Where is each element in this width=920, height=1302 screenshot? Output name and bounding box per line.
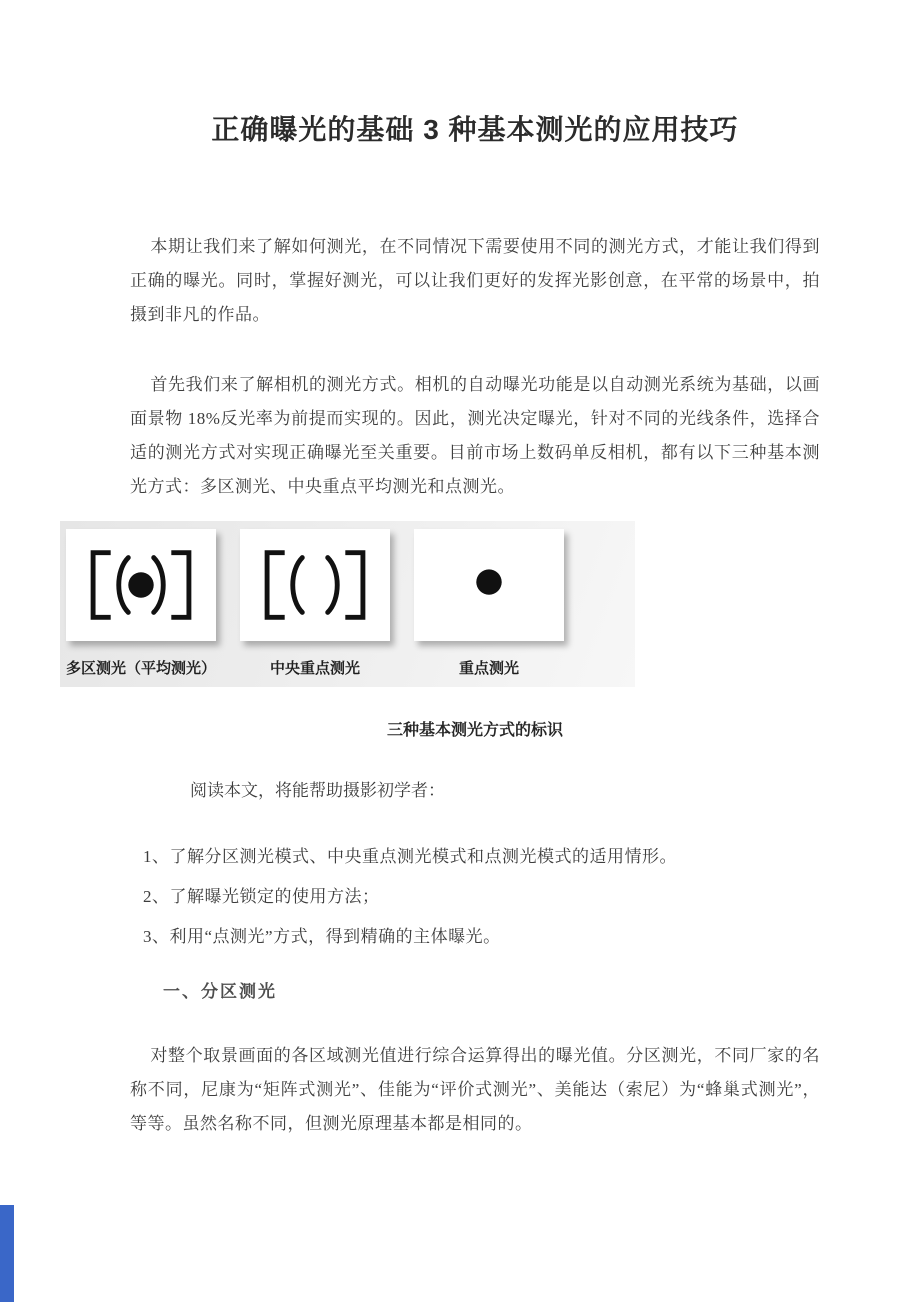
document-content xyxy=(0,0,920,504)
benefit-list xyxy=(130,837,820,957)
benefit-item-1: 1、了解分区测光模式、中央重点测光模式和点测光模式的适用情形。 xyxy=(143,847,677,866)
figure-item-center-weighted xyxy=(240,529,390,687)
spot-metering-icon xyxy=(425,541,553,629)
metering-modes-figure xyxy=(60,521,635,687)
multi-zone-metering-card xyxy=(66,529,216,641)
figure-label-center-weighted: 中央重点测光 xyxy=(269,660,360,677)
document-content-lower xyxy=(0,719,920,1141)
figure-caption: 三种基本测光方式的标识 xyxy=(386,722,563,739)
page-title: 正确曝光的基础 3 种基本测光的应用技巧 xyxy=(211,114,739,145)
benefit-item-3: 3、利用“点测光”方式，得到精确的主体曝光。 xyxy=(143,927,501,946)
reader-intro-line: 阅读本文，将能帮助摄影初学者： xyxy=(190,781,445,800)
page-edge-accent-bar xyxy=(0,1205,14,1302)
center-weighted-metering-icon xyxy=(251,541,379,629)
metering-overview-paragraph: 首先我们来了解相机的测光方式。相机的自动曝光功能是以自动测光系统为基础，以画面景物 18%反光率为前提而实现的。因此，测光决定曝光，针对不同的光线条件，选择合适的测光方式对实现正确曝光至关重要。目前市场上数码单反相机，都有以下三种基本测光方式：多区测光、中央重点平均测光和点测光。 xyxy=(130,375,820,496)
multi-zone-metering-icon xyxy=(77,541,205,629)
section-heading-zone-metering: 一、分区测光 xyxy=(163,982,277,1001)
center-weighted-metering-card xyxy=(240,529,390,641)
figure-label-spot: 重点测光 xyxy=(458,660,519,677)
benefit-item-2: 2、了解曝光锁定的使用方法； xyxy=(143,887,380,906)
figure-item-spot xyxy=(414,529,564,687)
figure-label-multi-zone: 多区测光（平均测光） xyxy=(66,660,217,677)
zone-metering-paragraph: 对整个取景画面的各区域测光值进行综合运算得出的曝光值。分区测光，不同厂家的名称不同，尼康为“矩阵式测光”、佳能为“评价式测光”、美能达（索尼）为“蜂巢式测光”，等等。虽然名称不同，但测光原理基本都是相同的。 xyxy=(130,1046,820,1133)
spot-metering-card xyxy=(414,529,564,641)
intro-paragraph: 本期让我们来了解如何测光，在不同情况下需要使用不同的测光方式，才能让我们得到正确的曝光。同时，掌握好测光，可以让我们更好的发挥光影创意，在平常的场景中，拍摄到非凡的作品。 xyxy=(130,237,820,324)
figure-item-multi-zone xyxy=(66,529,216,687)
